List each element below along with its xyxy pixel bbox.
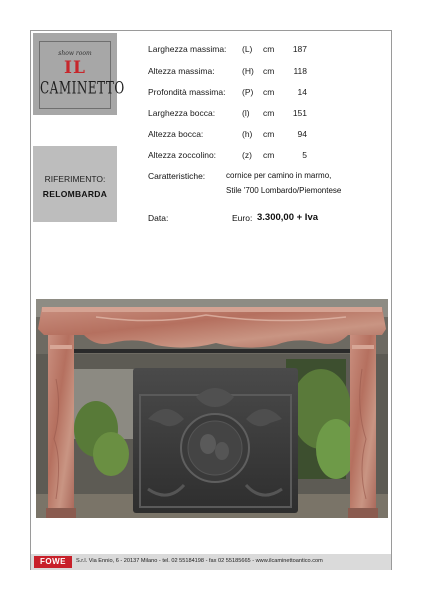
price-currency: Euro:	[232, 213, 253, 223]
spec-unit: cm	[263, 150, 275, 160]
logo-il: IL	[64, 58, 86, 78]
spec-symbol: (H)	[242, 66, 254, 76]
spec-value: 118	[293, 66, 307, 76]
characteristics-label: Caratteristiche:	[148, 171, 206, 181]
spec-label: Profondità massima:	[148, 87, 226, 97]
reference-code: RELOMBARDA	[42, 189, 108, 199]
price-amount: 3.300,00 + Iva	[257, 212, 319, 223]
spec-value: 187	[292, 44, 307, 54]
footer-brand-logo	[34, 556, 72, 568]
characteristics-line-2: Stile '700 Lombardo/Piemontese	[226, 186, 342, 195]
logo	[33, 33, 125, 115]
fireplace-photo	[36, 299, 388, 518]
spec-symbol: (L)	[242, 44, 253, 54]
spec-label: Altezza zoccolino:	[148, 150, 217, 160]
spec-value: 5	[302, 150, 307, 160]
spec-label: Altezza massima:	[148, 66, 215, 76]
spec-unit: cm	[263, 66, 275, 76]
characteristics-line-1: cornice per camino in marmo,	[226, 171, 332, 180]
logo-frame	[39, 41, 125, 109]
spec-unit: cm	[263, 129, 275, 139]
spec-symbol: (l)	[242, 108, 250, 118]
spec-unit: cm	[263, 108, 275, 118]
spec-symbol: (z)	[242, 150, 252, 160]
spec-value: 151	[292, 108, 307, 118]
footer-contact-text: S.r.l. Via Ennio, 6 - 20137 Milano - tel. 02 55184198 - fax 02 55185665 - www.ilcaminettoantico.com	[76, 558, 323, 564]
reference-box	[33, 146, 117, 222]
spec-label: Altezza bocca:	[148, 129, 204, 139]
logo-tagline: show room	[58, 50, 92, 57]
spec-symbol: (P)	[242, 87, 254, 97]
logo-name: CAMINETTO	[40, 78, 125, 98]
spec-label: Larghezza bocca:	[148, 108, 216, 118]
spec-unit: cm	[263, 44, 275, 54]
spec-symbol: (h)	[242, 129, 253, 139]
spec-label: Larghezza massima:	[148, 44, 227, 54]
spec-unit: cm	[263, 87, 275, 97]
spec-value: 94	[297, 129, 307, 139]
reference-label: RIFERIMENTO:	[44, 174, 106, 184]
footer-brand: FOWE	[40, 557, 66, 566]
spec-value: 14	[297, 87, 307, 97]
date-label: Data:	[148, 213, 169, 223]
